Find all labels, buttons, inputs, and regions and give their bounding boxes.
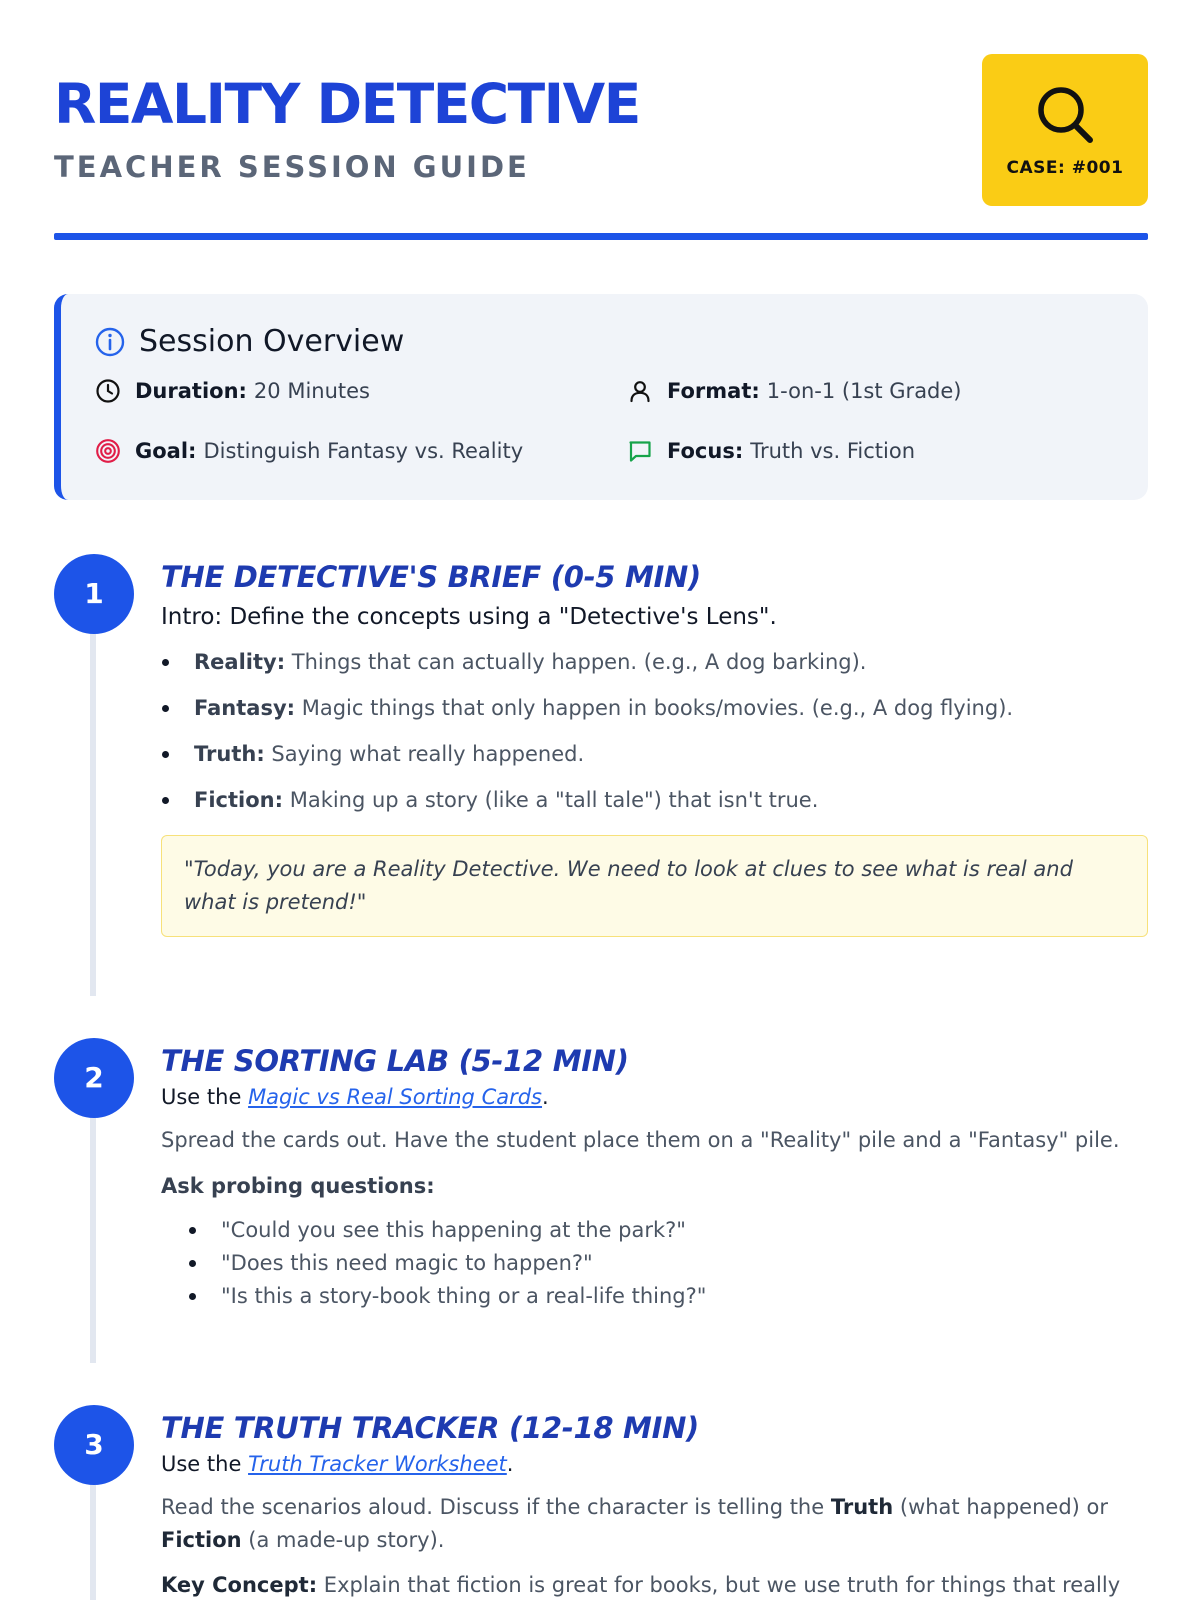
case-badge xyxy=(982,54,1148,206)
step-3-instructions: Read the scenarios aloud. Discuss if the character is telling the Truth (what happened) or Fiction (a made-up story). xyxy=(161,1495,1108,1552)
step-2-instructions: Spread the cards out. Have the student place them on a "Reality" pile and a "Fantasy" pile. xyxy=(161,1128,1120,1152)
step-1-title: THE DETECTIVE'S BRIEF (0-5 MIN) xyxy=(161,560,701,594)
step-2-questions xyxy=(188,1215,1148,1311)
overview-heading xyxy=(95,324,404,359)
header-divider xyxy=(54,233,1148,240)
step-1-number: 1 xyxy=(54,554,134,634)
step-1-definitions xyxy=(161,647,1148,815)
page-header xyxy=(54,0,1148,240)
overview-format-label: Format: xyxy=(667,379,760,403)
step-3-title: THE TRUTH TRACKER (12-18 MIN) xyxy=(161,1411,699,1445)
step-2-resource: Use the Magic vs Real Sorting Cards. xyxy=(161,1085,549,1109)
list-item: Fiction: Making up a story (like a "tall tale") that isn't true. xyxy=(161,785,1148,815)
step-2-timeline xyxy=(90,1118,96,1363)
page-subtitle: TEACHER SESSION GUIDE xyxy=(54,150,530,184)
overview-focus-value: Truth vs. Fiction xyxy=(750,439,915,463)
overview-title: Session Overview xyxy=(139,324,405,359)
overview-duration-value: 20 Minutes xyxy=(253,379,370,403)
list-item: "Does this need magic to happen?" xyxy=(188,1248,1148,1278)
list-item: Truth: Saying what really happened. xyxy=(161,739,1148,769)
clock-icon xyxy=(95,378,121,404)
sorting-cards-link[interactable]: Magic vs Real Sorting Cards xyxy=(248,1085,543,1109)
step-3-number: 3 xyxy=(54,1405,134,1485)
step-1-timeline xyxy=(90,634,96,996)
step-3-key-concept: Key Concept: Explain that fiction is great for books, but we use truth for things that really xyxy=(161,1573,1121,1597)
overview-format-value: 1-on-1 (1st Grade) xyxy=(766,379,962,403)
list-item: "Could you see this happening at the park?" xyxy=(188,1215,1148,1245)
overview-goal xyxy=(95,438,523,464)
step-2-probe-label: Ask probing questions: xyxy=(161,1174,435,1198)
overview-focus xyxy=(627,438,915,464)
step-1-intro: Intro: Define the concepts using a "Detective's Lens". xyxy=(161,604,777,630)
magnifier-icon xyxy=(1035,84,1095,146)
overview-focus-label: Focus: xyxy=(667,439,744,463)
step-1-quote: "Today, you are a Reality Detective. We need to look at clues to see what is real and what is pretend!" xyxy=(161,835,1148,937)
case-number: CASE: #001 xyxy=(1006,158,1124,178)
overview-goal-label: Goal: xyxy=(135,439,197,463)
overview-goal-value: Distinguish Fantasy vs. Reality xyxy=(203,439,524,463)
list-item: Fantasy: Magic things that only happen in books/movies. (e.g., A dog flying). xyxy=(161,693,1148,723)
page-title: REALITY DETECTIVE xyxy=(54,72,640,136)
list-item: Reality: Things that can actually happen. (e.g., A dog barking). xyxy=(161,647,1148,677)
step-2-title: THE SORTING LAB (5-12 MIN) xyxy=(161,1044,629,1078)
overview-duration xyxy=(95,378,370,404)
target-icon xyxy=(95,438,121,464)
step-3-resource: Use the Truth Tracker Worksheet. xyxy=(161,1452,514,1476)
step-3-timeline xyxy=(90,1485,96,1600)
info-icon xyxy=(95,327,125,357)
overview-duration-label: Duration: xyxy=(135,379,247,403)
user-icon xyxy=(627,378,653,404)
session-overview-card xyxy=(54,294,1148,500)
step-2-number: 2 xyxy=(54,1038,134,1118)
list-item: "Is this a story-book thing or a real-life thing?" xyxy=(188,1281,1148,1311)
truth-tracker-link[interactable]: Truth Tracker Worksheet xyxy=(248,1452,507,1476)
message-icon xyxy=(627,438,653,464)
overview-format xyxy=(627,378,962,404)
